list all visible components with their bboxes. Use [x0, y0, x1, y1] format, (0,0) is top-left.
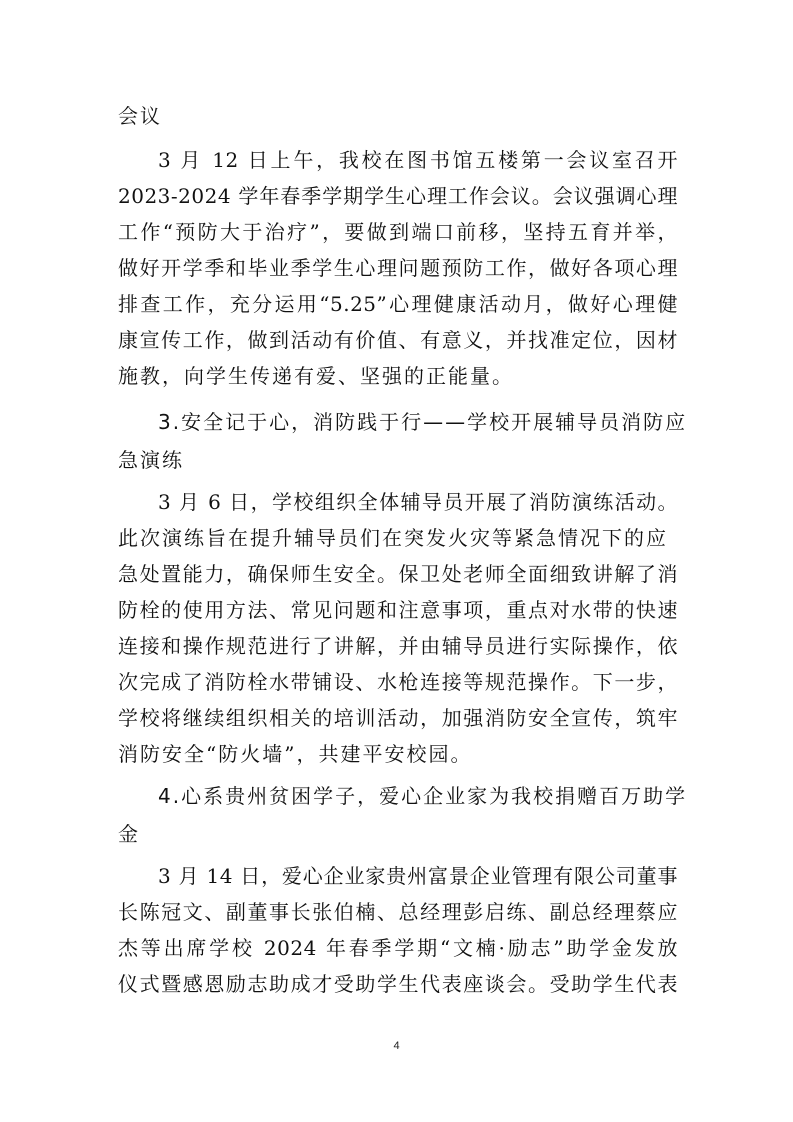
paragraph-line: 3 月 12 日上午，我校在图书馆五楼第一会议室召开: [158, 148, 678, 172]
paragraph-line: 长陈冠文、副董事长张伯楠、总经理彭启练、副总经理蔡应: [118, 900, 678, 924]
paragraph-line: 连接和操作规范进行了讲解，并由辅导员进行实际操作，依: [118, 634, 678, 658]
paragraph-line: 防栓的使用方法、常见问题和注意事项，重点对水带的快速: [118, 598, 678, 622]
paragraph-line: 排查工作，充分运用“5.25”心理健康活动月，做好心理健: [118, 292, 678, 316]
paragraph-line: 2023-2024 学年春季学期学生心理工作会议。会议强调心理: [118, 184, 678, 208]
section-heading: 3.安全记于心，消防践于行——学校开展辅导员消防应: [158, 410, 688, 434]
paragraph-line: 仪式暨感恩励志助成才受助学生代表座谈会。受助学生代表: [118, 972, 678, 996]
paragraph-line: 会议: [118, 104, 162, 128]
paragraph-line: 3 月 6 日，学校组织全体辅导员开展了消防演练活动。: [158, 490, 678, 514]
paragraph-line: 此次演练旨在提升辅导员们在突发火灾等紧急情况下的应: [118, 526, 668, 550]
section-heading: 金: [118, 822, 140, 846]
paragraph-line: 工作“预防大于治疗”，要做到端口前移，坚持五育并举，: [118, 220, 678, 244]
paragraph-line: 学校将继续组织相关的培训活动，加强消防安全宣传，筑牢: [118, 706, 678, 730]
paragraph-line: 急处置能力，确保师生安全。保卫处老师全面细致讲解了消: [118, 562, 678, 586]
paragraph-line: 杰等出席学校 2024 年春季学期“文楠·励志”助学金发放: [118, 936, 678, 960]
paragraph-line: 做好开学季和毕业季学生心理问题预防工作，做好各项心理: [118, 256, 678, 280]
paragraph-line: 施教，向学生传递有爱、坚强的正能量。: [118, 364, 514, 388]
paragraph-line: 3 月 14 日，爱心企业家贵州富景企业管理有限公司董事: [158, 864, 678, 888]
page-number: 4: [393, 1040, 400, 1052]
paragraph-line: 消防安全“防火墙”，共建平安校园。: [118, 742, 473, 766]
paragraph-line: 次完成了消防栓水带铺设、水枪连接等规范操作。下一步，: [118, 670, 678, 694]
section-heading: 急演练: [118, 448, 184, 472]
section-heading: 4.心系贵州贫困学子，爱心企业家为我校捐赠百万助学: [158, 784, 688, 808]
paragraph-line: 康宣传工作，做到活动有价值、有意义，并找准定位，因材: [118, 328, 678, 352]
